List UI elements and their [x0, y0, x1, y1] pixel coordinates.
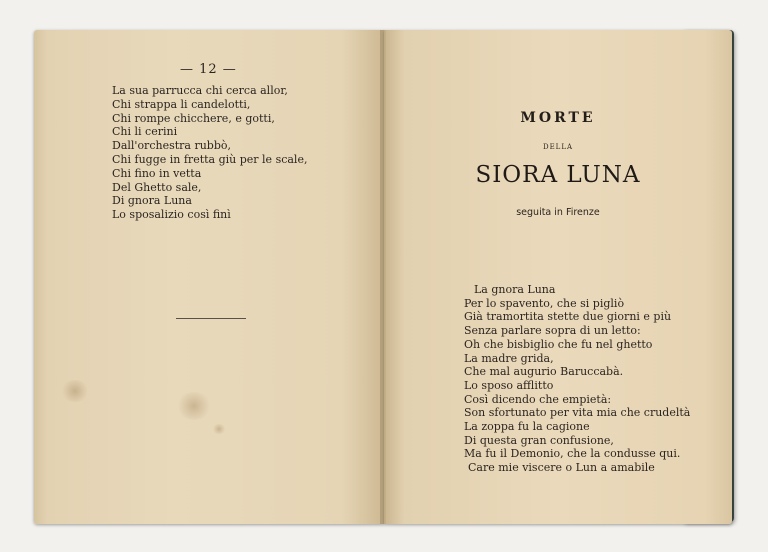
- book-gutter: [380, 30, 386, 524]
- stain: [212, 424, 226, 434]
- verse-line: Chi li cerini: [112, 125, 178, 139]
- poem-line: Che mal augurio Baruccabà.: [464, 365, 624, 379]
- verse-line: Dall'orchestra rubbò,: [112, 139, 231, 153]
- poem-line: La zoppa fu la cagione: [464, 420, 590, 434]
- poem-line: Già tramortita stette due giorni e più: [464, 310, 672, 324]
- poem-line: Ma fu il Demonio, che la condusse qui.: [464, 447, 681, 461]
- poem-line: Oh che bisbiglio che fu nel ghetto: [464, 337, 653, 351]
- page-number: — 12 —: [180, 62, 237, 77]
- verse-line: La sua parrucca chi cerca allor,: [112, 84, 288, 97]
- page-title: SIORA LUNA: [475, 162, 641, 188]
- subtitle: seguita in Firenze: [516, 207, 600, 218]
- stain: [60, 380, 90, 402]
- section-divider: [176, 318, 246, 319]
- verse-line: Chi fino in vetta: [112, 166, 202, 180]
- poem-line: La gnora Luna: [474, 283, 556, 296]
- verse-line: Chi fugge in fretta giù per le scale,: [112, 152, 308, 166]
- poem-line: Senza parlare sopra di un letto:: [464, 324, 641, 338]
- poem-line: La madre grida,: [464, 351, 554, 365]
- poem: [464, 283, 690, 475]
- poem-line: Care mie viscere o Lun a amabile: [468, 461, 655, 475]
- stain: [176, 392, 212, 420]
- verse-line: Di gnora Luna: [112, 194, 192, 208]
- title-della: DELLA: [542, 143, 574, 151]
- poem-line: Di questa gran confusione,: [464, 433, 614, 447]
- poem-line: Per lo spavento, che si pigliò: [464, 296, 625, 310]
- poem-line: Così dicendo che empietà:: [464, 392, 612, 406]
- poem-line: Son sfortunato per vita mia che crudeltà: [464, 406, 691, 420]
- verse-line: Chi strappa li candelotti,: [112, 97, 251, 111]
- title-morte: MORTE: [520, 110, 596, 126]
- verse-line: Chi rompe chicchere, e gotti,: [112, 111, 275, 125]
- poem-line: Lo sposo afflitto: [464, 378, 554, 392]
- verse-line: Del Ghetto sale,: [112, 180, 202, 194]
- left-verses: [112, 84, 307, 222]
- verse-line: Lo sposalizio così finì: [112, 208, 231, 222]
